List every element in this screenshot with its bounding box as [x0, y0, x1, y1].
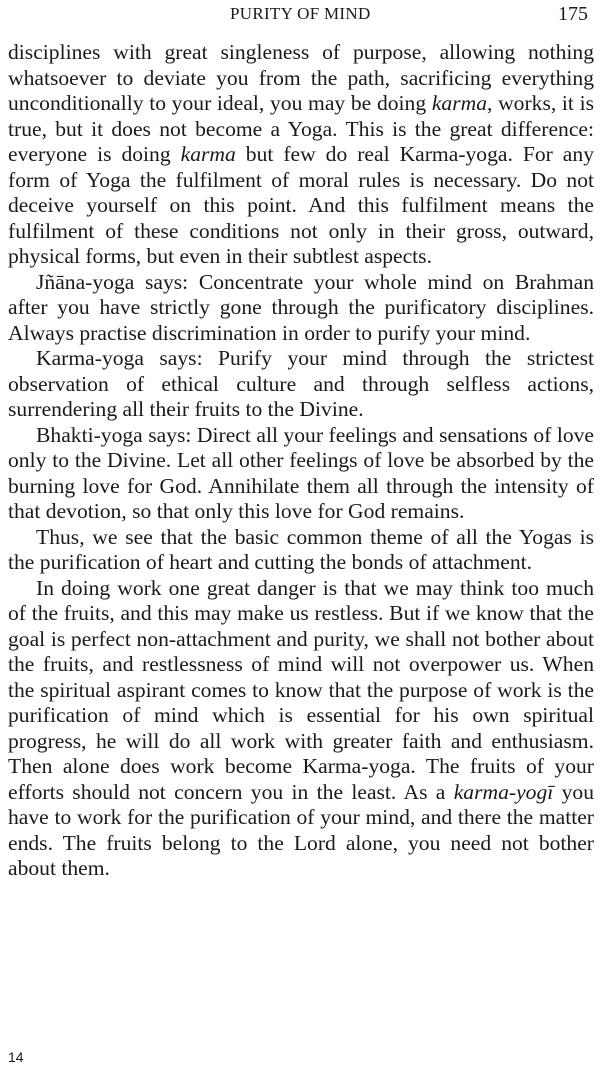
paragraph [8, 346, 594, 423]
text-run: Karma-yoga says: Purify your mind through the strictest observation of ethical culture and through selfless actions, surrendering all their fruits to the Divine. [8, 346, 594, 421]
text-run: Bhakti-yoga says: Direct all your feelings and sensations of love only to the Divine. Let all other feelings of love be absorbed by the burning love for God. Annihilate them all through the intensity of that devotion, so that only this love for God remains. [8, 422, 594, 523]
text-run: you have to work for the purification of your mind, and there the matter ends. The fruits belong to the Lord alone, you need not bother about them. [8, 779, 594, 880]
italic-term: karma [180, 142, 236, 166]
text-run: In doing work one great danger is that we may think too much of the fruits, and this may make us restless. But if we know that the goal is perfect non-attachment and purity, we shall not bother about the fruits, and restlessness of mind will not overpower us. When the spiritual aspirant comes to know that the purpose of work is the purification of mind which is essential for his own spiritual progress, he will do all work with greater faith and enthusiasm. Then alone does work become Karma-yoga. The fruits of your efforts should not concern you in the least. As a [8, 575, 594, 804]
text-run: but few do real Karma-yoga. For any form of Yoga the fulfilment of moral rules is necessary. Do not deceive yourself on this point. And this fulfilment means the fulfilment of these conditions not only in their gross, outward, physical forms, but even in their subtlest aspects. [8, 142, 594, 268]
page-number: 175 [558, 3, 588, 25]
italic-term: karma [431, 91, 487, 115]
running-header [0, 4, 600, 28]
paragraph [8, 40, 594, 270]
paragraph [8, 423, 594, 525]
body-text [8, 40, 594, 882]
running-title: PURITY OF MIND [230, 4, 371, 23]
italic-term: karma-yogī [453, 779, 554, 804]
paragraph [8, 525, 594, 576]
paragraph [8, 576, 594, 882]
text-run: disciplines with great singleness of purpose, allowing nothing whatsoever to deviate you from the path, sacrificing everything unconditionally to your ideal, you may be doing [8, 40, 594, 115]
text-run: Thus, we see that the basic common theme of all the Yogas is the purification of heart and cutting the bonds of attachment. [8, 524, 594, 574]
text-run: Jñāna-yoga says: Concentrate your whole mind on Brahman after you have strictly gone through the purificatory disciplines. Always practise discrimination in order to purify your mind. [8, 269, 594, 345]
paragraph [8, 270, 594, 347]
text-run: , works, it is true, but it does not become a Yoga. This is the great difference: everyone is doing [8, 91, 594, 166]
signature-mark: 14 [8, 1049, 24, 1065]
